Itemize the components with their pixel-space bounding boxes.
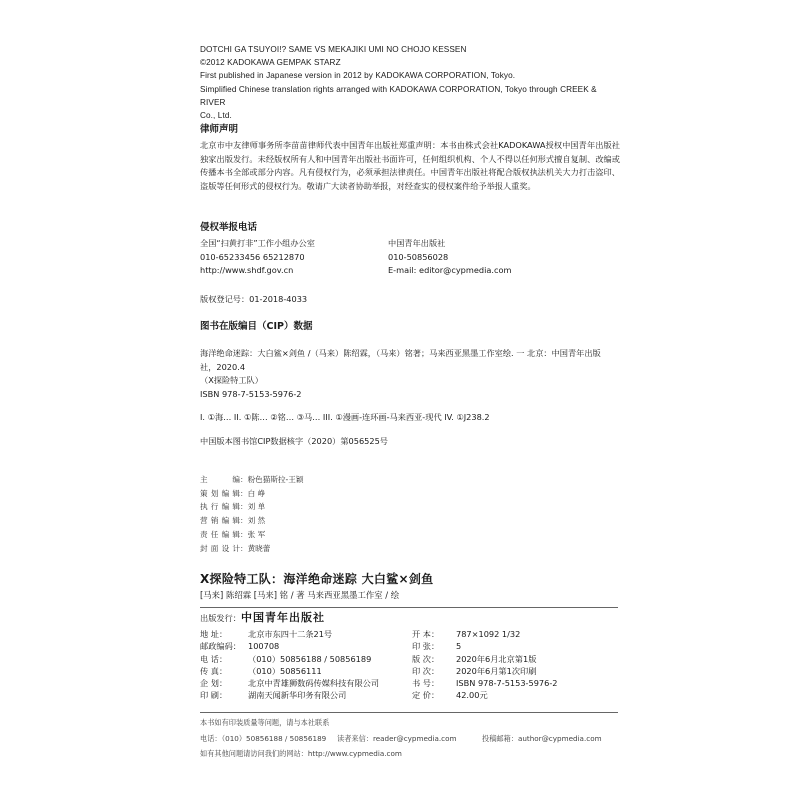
staff-name: 黄晓蕾 (247, 543, 271, 553)
report-right-line: 010-50856028 (388, 251, 449, 262)
staff-role: 责任编辑 (200, 529, 240, 539)
copyright-line: Simplified Chinese translation rights arranged with KADOKAWA CORPORATION, Tokyo through CREEK & RIVER (200, 84, 597, 107)
publisher-row (200, 612, 620, 628)
report-columns (200, 237, 620, 278)
book-authors: [马来] 陈绍霖 [马来] 铭 / 著 马来西亚黑墨工作室 / 绘 (200, 590, 400, 600)
detail-label: 印 刷： (200, 690, 228, 701)
staff-row: 主编：粉色猫斯拉-王颖 (200, 473, 620, 487)
report-right-line: 中国青年出版社 (388, 238, 446, 248)
publisher-label: 出版发行： (200, 613, 241, 623)
footer-website: 如有其他问题请访问我们的网站：http://www.cypmedia.com (200, 749, 402, 758)
staff-credits (200, 473, 620, 555)
footer-phone: 电话：（010）50856188 / 50856189 (200, 733, 327, 743)
staff-row: 封面设计：黄晓蕾 (200, 542, 620, 556)
registration-number: 版权登记号：01-2018-4033 (200, 294, 308, 304)
cip-classification: I. ①海… II. ①陈… ②铭… ③马… III. ①漫画-连环画-马来西亚-现代 IV. ①J238.2 (200, 412, 490, 423)
report-right (388, 237, 511, 278)
staff-role: 营销编辑 (200, 516, 240, 526)
detail-value: 42.00元 (456, 690, 488, 701)
publisher-detail-row (200, 640, 620, 652)
detail-label: 印 张： (412, 641, 440, 652)
detail-label: 传 真： (200, 665, 228, 676)
detail-label: 版 次： (412, 653, 440, 664)
footer-note: 本书如有印装质量等问题，请与本社联系 (200, 718, 330, 727)
footer-author-mail: 投稿邮箱：author@cypmedia.com (482, 733, 602, 743)
detail-value: （010）50856188 / 50856189 (248, 653, 372, 664)
report-right-line: E-mail: editor@cypmedia.com (388, 265, 512, 276)
detail-label: 电 话： (200, 653, 228, 664)
staff-row: 策划编辑：白 峥 (200, 487, 620, 501)
publisher-detail-row (200, 628, 620, 640)
footer-contact-row (200, 733, 620, 746)
detail-label: 企 划： (200, 678, 228, 689)
cip-verification: 中国版本图书馆CIP数据核字（2020）第056525号 (200, 435, 388, 446)
detail-value: 2020年6月第1次印刷 (456, 665, 537, 676)
detail-value: （010）50856111 (248, 665, 322, 676)
legal-statement (200, 123, 620, 193)
copyright-line: DOTCHI GA TSUYOI!? SAME VS MEKAJIKI UMI NO CHOJO KESSEN (200, 45, 467, 54)
detail-label: 书 号： (412, 678, 440, 689)
cip-section (200, 320, 620, 449)
legal-heading: 律师声明 (200, 124, 239, 135)
cip-line: （X探险特工队） (200, 375, 263, 386)
publisher-info (200, 612, 620, 702)
legal-text: 北京市中友律师事务所李苗苗律师代表中国青年出版社郑重声明：本书由株式会社KADOKAWA授权中国青年出版社独家出版发行。未经版权所有人和中国青年出版社书面许可，任何组织机构、个人不得以任何形式擅自复制、改编或传播本书全部或部分内容。凡有侵权行为，必须承担法律责任。中国青年出版社将配合版权执法机关大力打击盗印、盗版等任何形式的侵权行为。敬请广大读者协助举报，对经查实的侵权案件给予举报人重奖。 (200, 140, 620, 191)
footer-reader-mail: 读者来信：reader@cypmedia.com (337, 733, 457, 743)
staff-name: 粉色猫斯拉-王颖 (247, 475, 304, 484)
report-heading: 侵权举报电话 (200, 222, 258, 233)
detail-label: 开 本： (412, 629, 440, 639)
detail-label: 邮政编码： (200, 641, 241, 652)
book-title: X探险特工队：海洋绝命迷踪 大白鲨×剑鱼 (200, 572, 434, 586)
detail-value: 北京市东四十二条21号 (248, 629, 333, 639)
detail-label: 定 价： (412, 690, 440, 701)
detail-value: 北京中青雄狮数码传媒科技有限公司 (248, 678, 380, 689)
detail-value: 5 (456, 641, 462, 652)
report-left-line: http://www.shdf.gov.cn (200, 265, 294, 276)
detail-label: 地 址： (200, 629, 228, 639)
divider (200, 712, 618, 713)
detail-value: ISBN 978-7-5153-5976-2 (456, 678, 558, 689)
cip-line: 海洋绝命迷踪：大白鲨×剑鱼 /（马来）陈绍霖，（马来）铭著；马来西亚黑墨工作室绘. 一 北京：中国青年出版 (200, 348, 601, 358)
copyright-line: First published in Japanese version in 2012 by KADOKAWA CORPORATION, Tokyo. (200, 71, 516, 81)
staff-role: 执行编辑 (200, 502, 240, 512)
copyright-line: ©2012 KADOKAWA GEMPAK STARZ (200, 58, 341, 68)
staff-name: 张 军 (247, 529, 266, 539)
divider (200, 607, 618, 608)
staff-row: 营销编辑：刘 然 (200, 514, 620, 528)
staff-role: 封面设计 (200, 543, 240, 553)
english-copyright (200, 43, 620, 122)
publisher-detail-row (200, 689, 620, 701)
detail-label: 印 次： (412, 665, 440, 676)
detail-value: 100708 (248, 641, 280, 652)
footer (200, 717, 620, 761)
staff-name: 刘 单 (247, 502, 266, 512)
publisher-detail-row (200, 653, 620, 665)
detail-value: 湖南天闻新华印务有限公司 (248, 690, 347, 701)
detail-value: 787×1092 1/32 (456, 629, 521, 639)
cip-line: 社，2020.4 (200, 361, 246, 372)
staff-name: 刘 然 (247, 516, 266, 526)
publisher-logo: 中国青年出版社 (240, 611, 325, 624)
publisher-detail-row (200, 665, 620, 677)
cip-line: ISBN 978-7-5153-5976-2 (200, 388, 302, 399)
publisher-detail-row (200, 677, 620, 689)
staff-row: 责任编辑：张 军 (200, 528, 620, 542)
report-left-line: 全国“扫黄打非”工作小组办公室 (200, 238, 315, 248)
cip-heading: 图书在版编目（CIP）数据 (200, 321, 313, 332)
staff-role: 主编 (200, 475, 240, 484)
staff-row: 执行编辑：刘 单 (200, 500, 620, 514)
staff-name: 白 峥 (247, 488, 266, 498)
detail-value: 2020年6月北京第1版 (456, 653, 537, 664)
copyright-line: Co., Ltd. (200, 111, 232, 121)
staff-role: 策划编辑 (200, 488, 240, 498)
report-left-line: 010-65233456 65212870 (200, 251, 305, 262)
report-section (200, 221, 620, 276)
